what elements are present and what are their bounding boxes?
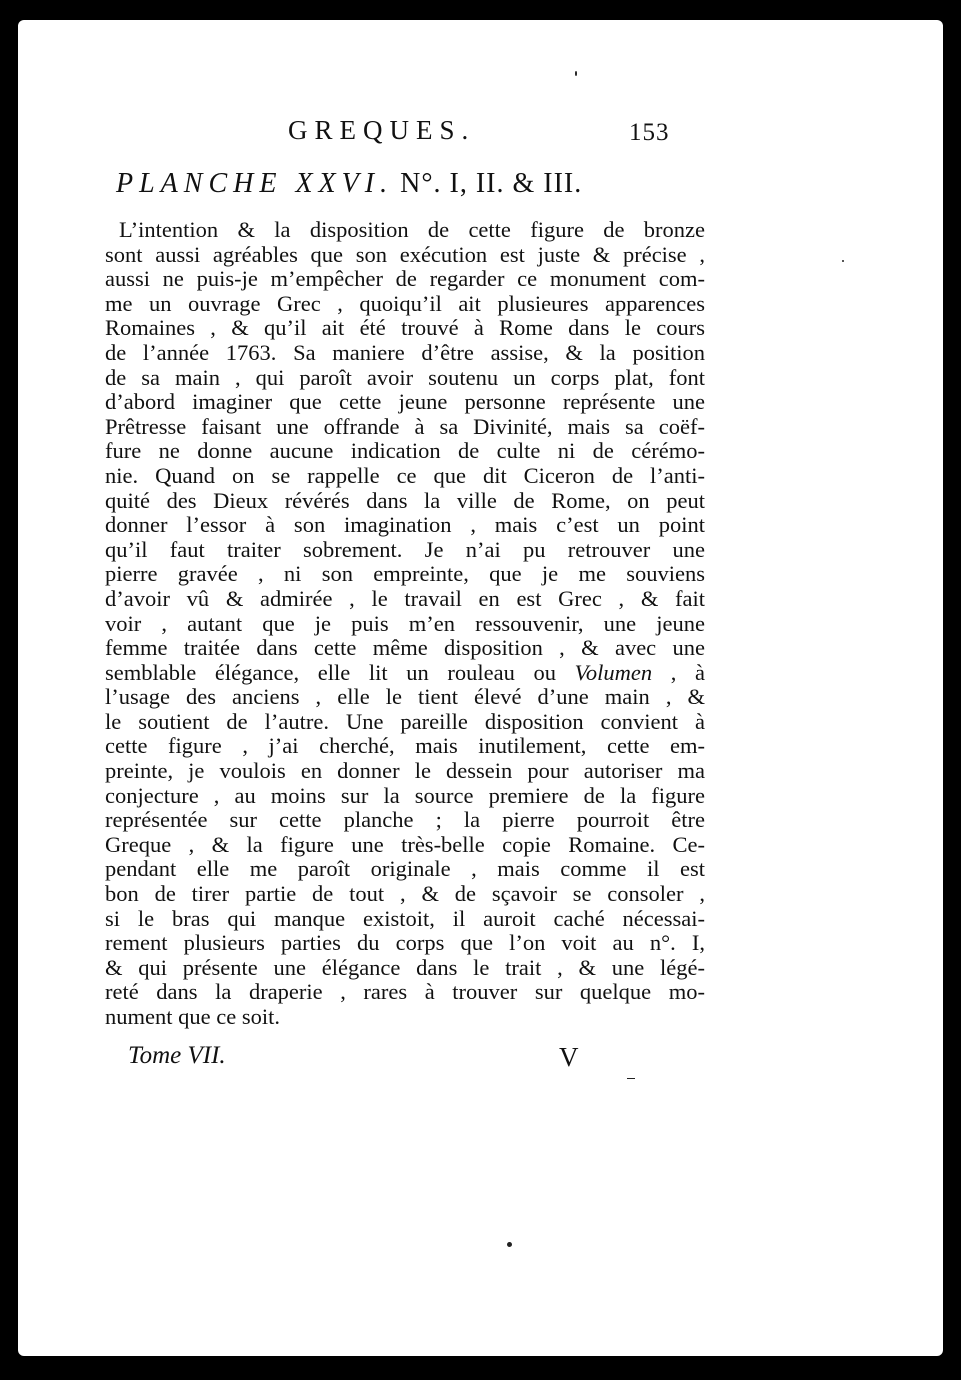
body-line: l’usage des anciens , elle le tient élevé d’une main , & (105, 684, 705, 710)
body-line: fure ne donne aucune indication de culte ni de cérémo- (105, 438, 705, 464)
body-line: le soutient de l’autre. Une pareille disposition convient à (105, 708, 705, 734)
body-line: Greque , & la figure une très-belle copie Romaine. Ce- (105, 831, 705, 857)
body-line: représentée sur cette planche ; la pierre pourroit être (105, 807, 705, 833)
body-line: sont aussi agréables que son exécution est juste & précise , (105, 241, 705, 267)
body-line: semblable élégance, elle lit un rouleau ou Volumen , à (105, 659, 705, 685)
body-line: Prêtresse faisant une offrande à sa Divinité, mais sa coëf- (105, 413, 705, 439)
body-line: d’avoir vû & admirée , le travail en est Grec , & fait (105, 585, 705, 611)
body-line: aussi ne puis-je m’empêcher de regarder ce monument com- (105, 266, 705, 292)
body-line: conjecture , au moins sur la source premiere de la figure (105, 782, 705, 808)
body-line: me un ouvrage Grec , quoiqu’il ait plusieures apparences (105, 290, 705, 316)
body-line: nument que ce soit. (105, 1004, 280, 1029)
plate-heading (116, 168, 582, 200)
ink-speck (575, 71, 577, 76)
body-line: bon de tirer partie de tout , & de sçavoir se consoler , (105, 881, 705, 907)
body-line: pendant elle me paroît originale , mais comme il est (105, 856, 705, 882)
body-line: quité des Dieux révérés dans la ville de Rome, on peut (105, 487, 705, 513)
body-line: reté dans la draperie , rares à trouver sur quelque mo- (105, 979, 705, 1005)
ink-speck (507, 1242, 512, 1247)
body-line: si le bras qui manque existoit, il auroit caché nécessai- (105, 905, 705, 931)
body-line: d’abord imaginer que cette jeune personne représente une (105, 389, 705, 415)
body-line: femme traitée dans cette même disposition , & avec une (105, 635, 705, 661)
body-line: L’intention & la disposition de cette figure de bronze (119, 217, 705, 242)
body-line: cette figure , j’ai cherché, mais inutilement, cette em- (105, 733, 705, 759)
running-title: GREQUES. (288, 115, 476, 145)
page-number: 153 (629, 119, 670, 146)
ink-speck (842, 260, 844, 262)
document-page (18, 20, 943, 1356)
italic-word: Volumen (574, 659, 653, 685)
body-line: & qui présente une élégance dans le trait , & une légé- (105, 954, 705, 980)
body-text (105, 218, 705, 1030)
volume-label: Tome VII. (128, 1042, 226, 1069)
body-line: preinte, je voulois en donner le dessein pour autoriser ma (105, 758, 705, 784)
body-line: de l’année 1763. Sa maniere d’être assise, & la position (105, 339, 705, 365)
body-line: voir , autant que je puis m’en ressouvenir, une jeune (105, 610, 705, 636)
page-header (18, 115, 943, 155)
ink-speck (627, 1078, 635, 1079)
body-line: pierre gravée , ni son empreinte, que je me souviens (105, 561, 705, 587)
body-line: de sa main , qui paroît avoir soutenu un corps plat, font (105, 364, 705, 390)
body-line: rement plusieurs parties du corps que l’on voit au n°. I, (105, 930, 705, 956)
body-line: donner l’essor à son imagination , mais c’est un point (105, 512, 705, 538)
body-line: qu’il faut traiter sobrement. Je n’ai pu retrouver une (105, 536, 705, 562)
plate-heading-numbers: N°. I, II. & III. (400, 168, 583, 199)
body-line: Romaines , & qu’il ait été trouvé à Rome dans le cours (105, 315, 705, 341)
signature-mark: V (559, 1042, 579, 1072)
plate-heading-title: PLANCHE XXVI. (116, 168, 394, 199)
body-line: nie. Quand on se rappelle ce que dit Ciceron de l’anti- (105, 462, 705, 488)
